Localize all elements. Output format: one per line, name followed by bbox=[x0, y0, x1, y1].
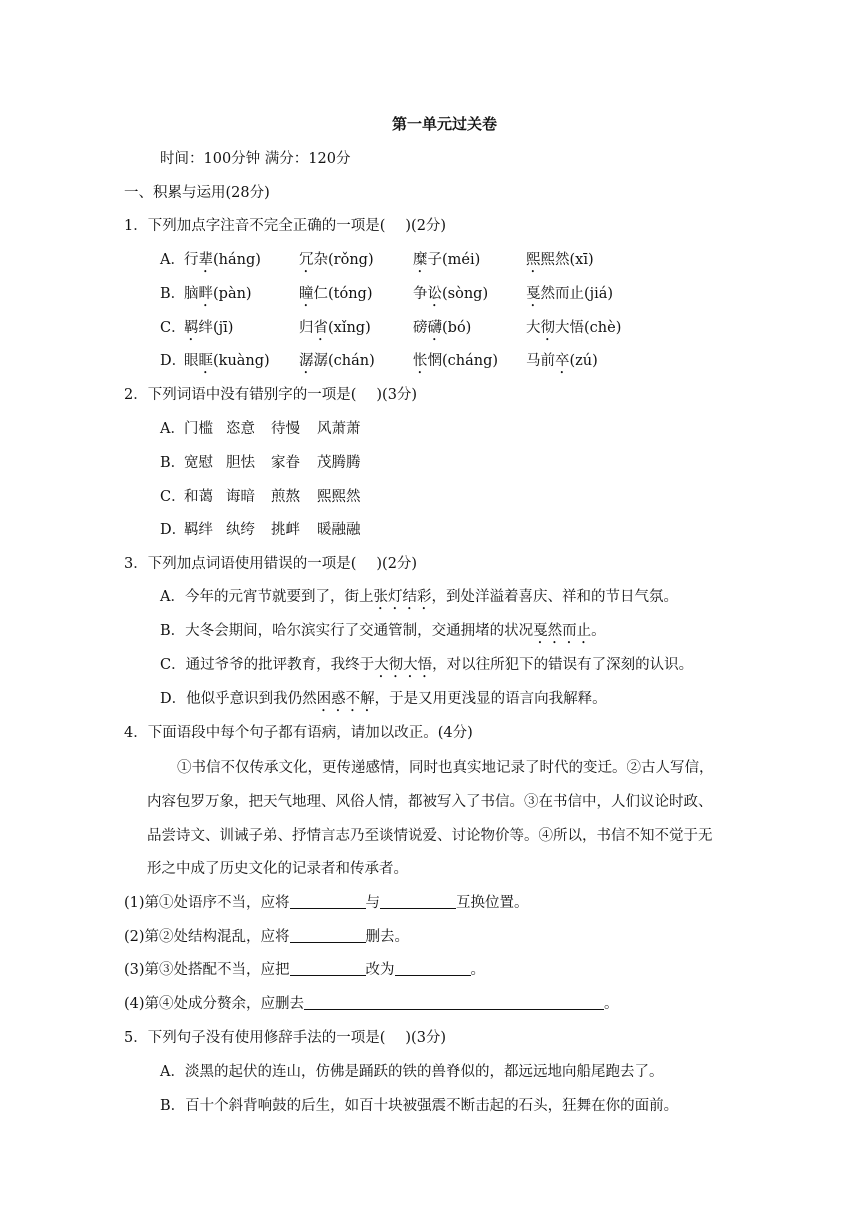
q4-stem: 4．下面语段中每个句子都有语病，请加以改正。(4分) bbox=[124, 725, 473, 741]
q2-option-label: D． bbox=[160, 522, 187, 538]
q4-paragraph-line: 内容包罗万象，把天气地理、风俗人情，都被写入了书信。③在书信中，人们议论时政、 bbox=[147, 794, 713, 810]
choice-pinyin: 大悟(chè) bbox=[555, 320, 622, 336]
q3-stem-text: 3．下列加点词语使用错误的一项是( bbox=[124, 556, 357, 572]
q5-score: )(3分) bbox=[405, 1030, 447, 1046]
dotted-char: 戛 bbox=[526, 286, 541, 302]
q1-choice bbox=[413, 349, 498, 377]
q4-subquestion-3 bbox=[124, 958, 485, 979]
q1-choice bbox=[299, 316, 371, 344]
q4-s1-text: (1)第①处语序不当，应将 bbox=[124, 895, 290, 911]
option-text: ，于是又用更浅显的语言向我解释。 bbox=[374, 691, 607, 707]
q5-option: B．百十个斜背响鼓的后生，如百十块被强震不断击起的石头，狂舞在你的面前。 bbox=[160, 1098, 679, 1114]
q2-score: )(3分) bbox=[376, 387, 418, 403]
answer-blank[interactable] bbox=[395, 960, 471, 976]
q4-s3-end: 。 bbox=[470, 962, 486, 978]
q1-choice bbox=[413, 282, 488, 310]
q3-stem bbox=[124, 552, 417, 573]
q1-option-label: B． bbox=[160, 286, 186, 302]
option-text: 。 bbox=[591, 623, 606, 639]
option-text: B．大冬会期间，哈尔滨实行了交通管制，交通拥堵的状况 bbox=[160, 623, 534, 639]
q3-option bbox=[160, 653, 693, 681]
q4-s1-end: 互换位置。 bbox=[456, 895, 529, 911]
q4-subquestion-4 bbox=[124, 992, 619, 1013]
dotted-char: 礴 bbox=[427, 320, 442, 336]
choice-text: 马前 bbox=[526, 353, 555, 369]
q2-word: 煎熬 bbox=[271, 489, 300, 505]
q2-word: 纨绔 bbox=[226, 522, 255, 538]
choice-text: 行 bbox=[184, 252, 199, 268]
q4-s4-end: 。 bbox=[604, 996, 619, 1012]
q1-choice bbox=[413, 316, 471, 344]
choice-pinyin: (xǐng) bbox=[328, 320, 371, 336]
option-text: ，到处洋溢着喜庆、祥和的节日气氛。 bbox=[431, 589, 678, 605]
q2-word: 茂腾腾 bbox=[317, 455, 361, 471]
q4-s2-end: 删去。 bbox=[365, 929, 410, 945]
q2-stem bbox=[124, 383, 417, 404]
dotted-char: 糜 bbox=[413, 252, 428, 268]
choice-pinyin: (sòng) bbox=[442, 286, 489, 302]
q1-stem-text: 1．下列加点字注音不完全正确的一项是( bbox=[124, 218, 386, 234]
q3-option bbox=[160, 585, 678, 613]
q2-option-label: C． bbox=[160, 489, 186, 505]
dotted-char: 羁 bbox=[184, 320, 199, 336]
q2-word: 熙熙然 bbox=[317, 489, 361, 505]
q4-s1-mid: 与 bbox=[365, 895, 381, 911]
dotted-char: 省 bbox=[313, 320, 328, 336]
choice-pinyin: 然而止(jiá) bbox=[540, 286, 614, 302]
choice-pinyin: (bó) bbox=[442, 320, 472, 336]
dotted-char: 讼 bbox=[427, 286, 442, 302]
choice-pinyin: 子(méi) bbox=[427, 252, 481, 268]
dotted-char: 熙 bbox=[526, 252, 541, 268]
q1-choice bbox=[299, 248, 374, 276]
answer-blank[interactable] bbox=[290, 927, 366, 943]
choice-pinyin: 惘(cháng) bbox=[427, 353, 499, 369]
q4-s3-text: (3)第③处搭配不当，应把 bbox=[124, 962, 290, 978]
choice-pinyin: 杂(rǒng) bbox=[313, 252, 374, 268]
q1-choice bbox=[299, 349, 375, 377]
q2-word: 和蔼 bbox=[184, 489, 213, 505]
q2-word: 恣意 bbox=[226, 421, 255, 437]
q1-choice bbox=[526, 316, 621, 344]
q4-subquestion-1 bbox=[124, 891, 529, 912]
q5-option: A．淡黑的起伏的连山，仿佛是踊跃的铁的兽脊似的，都远远地向船尾跑去了。 bbox=[160, 1064, 664, 1080]
q2-word: 挑衅 bbox=[271, 522, 300, 538]
choice-text: 归 bbox=[299, 320, 314, 336]
choice-text: 磅 bbox=[413, 320, 428, 336]
choice-text: 争 bbox=[413, 286, 428, 302]
exam-meta: 时间：100分钟 满分：120分 bbox=[160, 151, 351, 167]
choice-pinyin: (pàn) bbox=[213, 286, 252, 302]
answer-blank[interactable] bbox=[290, 960, 366, 976]
q4-subquestion-2 bbox=[124, 925, 409, 946]
q1-option-label: D． bbox=[160, 353, 187, 369]
q4-s4-text: (4)第④处成分赘余，应删去 bbox=[124, 996, 305, 1012]
answer-blank[interactable] bbox=[304, 994, 604, 1010]
choice-pinyin: 潺(chán) bbox=[313, 353, 375, 369]
choice-pinyin: (kuàng) bbox=[213, 353, 270, 369]
choice-pinyin: 仁(tóng) bbox=[313, 286, 373, 302]
q3-score: )(2分) bbox=[376, 556, 418, 572]
option-text: A．今年的元宵节就要到了，街上 bbox=[160, 589, 374, 605]
q4-paragraph-line: ①书信不仅传承文化，更传递感情，同时也真实地记录了时代的变迁。②古人写信， bbox=[177, 760, 714, 776]
dotted-phrase: 困惑不解 bbox=[316, 691, 375, 707]
q1-choice bbox=[413, 248, 480, 276]
dotted-char: 潺 bbox=[299, 353, 314, 369]
q2-option-label: B． bbox=[160, 455, 186, 471]
q1-option-label: A． bbox=[160, 252, 185, 268]
dotted-char: 畔 bbox=[198, 286, 213, 302]
choice-pinyin: (zú) bbox=[569, 353, 598, 369]
q1-choice bbox=[526, 282, 613, 310]
q1-choice bbox=[526, 248, 594, 276]
q3-option bbox=[160, 619, 606, 647]
q2-word: 家眷 bbox=[271, 455, 300, 471]
choice-pinyin: (háng) bbox=[213, 252, 261, 268]
choice-pinyin: 绊(jī) bbox=[198, 320, 234, 336]
dotted-char: 彻 bbox=[540, 320, 555, 336]
q1-choice bbox=[184, 349, 270, 377]
dotted-phrase: 大彻大悟 bbox=[374, 657, 433, 673]
q1-choice bbox=[184, 316, 233, 344]
dotted-phrase: 戛然而止 bbox=[533, 623, 592, 639]
q1-stem bbox=[124, 214, 446, 235]
q4-paragraph-line: 形之中成了历史文化的记录者和传承者。 bbox=[147, 861, 408, 877]
q1-choice bbox=[184, 282, 252, 310]
dotted-char: 冗 bbox=[299, 252, 314, 268]
q4-paragraph-line: 品尝诗文、训诫子弟、抒情言志乃至谈情说爱、讨论物价等。④所以，书信不知不觉于无 bbox=[147, 828, 713, 844]
dotted-char: 辈 bbox=[198, 252, 213, 268]
answer-blank[interactable] bbox=[290, 893, 366, 909]
q4-s2-text: (2)第②处结构混乱，应将 bbox=[124, 929, 290, 945]
q2-word: 门槛 bbox=[184, 421, 213, 437]
answer-blank[interactable] bbox=[380, 893, 456, 909]
choice-text: 脑 bbox=[184, 286, 199, 302]
q2-word: 暖融融 bbox=[317, 522, 361, 538]
option-text: D．他似乎意识到我仍然 bbox=[160, 691, 317, 707]
dotted-char: 瞳 bbox=[299, 286, 314, 302]
option-text: C．通过爷爷的批评教育，我终于 bbox=[160, 657, 375, 673]
q5-stem-text: 5．下列句子没有使用修辞手法的一项是( bbox=[124, 1030, 386, 1046]
q4-s3-mid: 改为 bbox=[365, 962, 395, 978]
q2-word: 待慢 bbox=[271, 421, 300, 437]
choice-text: 大 bbox=[526, 320, 541, 336]
q2-word: 胆怯 bbox=[226, 455, 255, 471]
dotted-char: 怅 bbox=[413, 353, 428, 369]
q3-option bbox=[160, 687, 607, 715]
choice-text: 眼 bbox=[184, 353, 199, 369]
dotted-char: 眶 bbox=[198, 353, 213, 369]
q1-choice bbox=[526, 349, 598, 377]
q1-option-label: C． bbox=[160, 320, 186, 336]
dotted-phrase: 张灯结彩 bbox=[373, 589, 432, 605]
q2-word: 诲暗 bbox=[226, 489, 255, 505]
option-text: ，对以往所犯下的错误有了深刻的认识。 bbox=[432, 657, 694, 673]
q1-score: )(2分) bbox=[405, 218, 447, 234]
q2-stem-text: 2．下列词语中没有错别字的一项是( bbox=[124, 387, 357, 403]
q1-choice bbox=[299, 282, 373, 310]
choice-pinyin: 熙然(xī) bbox=[540, 252, 594, 268]
q2-word: 羁绊 bbox=[184, 522, 213, 538]
q5-stem bbox=[124, 1026, 446, 1047]
q2-word: 宽慰 bbox=[184, 455, 213, 471]
q1-choice bbox=[184, 248, 261, 276]
q2-option-label: A． bbox=[160, 421, 185, 437]
section-heading: 一、积累与运用(28分) bbox=[124, 185, 270, 201]
exam-title: 第一单元过关卷 bbox=[392, 115, 498, 133]
dotted-char: 卒 bbox=[555, 353, 570, 369]
q2-word: 风萧萧 bbox=[317, 421, 361, 437]
